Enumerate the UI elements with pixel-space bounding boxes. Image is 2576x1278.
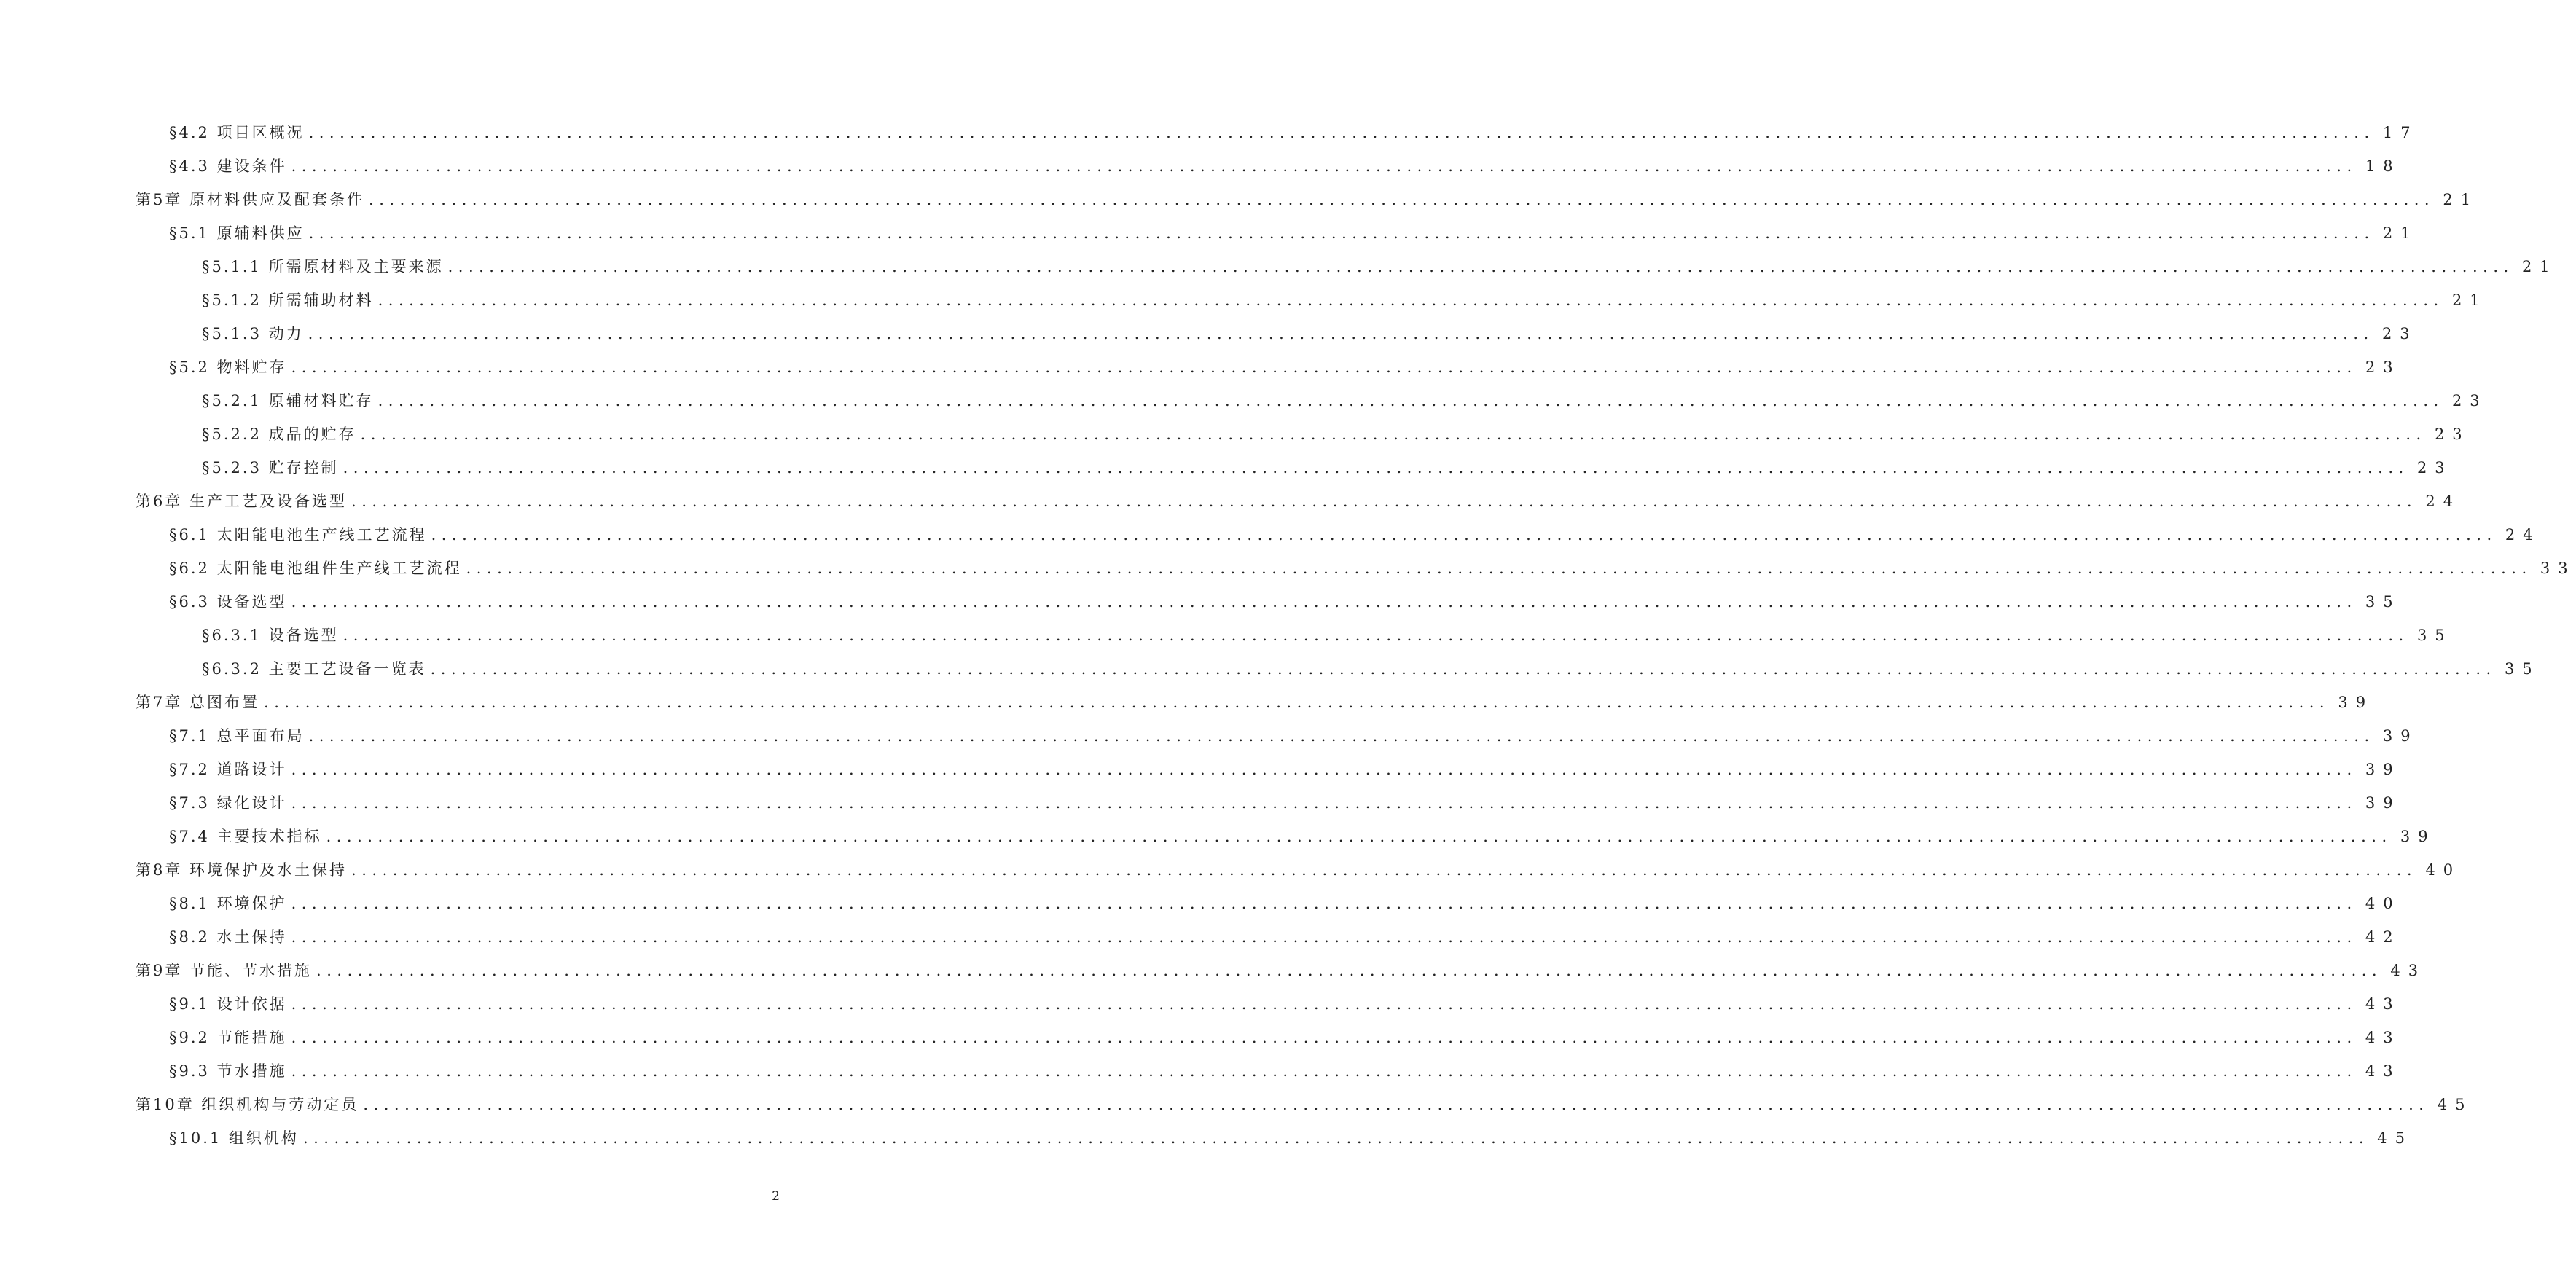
toc-entry-label: §6.3.2 主要工艺设备一览表 xyxy=(202,660,426,678)
table-of-contents xyxy=(0,113,2576,1152)
toc-dot-leader: ........................................................................................................................................................................................................ xyxy=(351,493,2418,510)
toc-entry[interactable] xyxy=(0,582,2401,616)
toc-entry-page: 35 xyxy=(2416,627,2453,644)
toc-entry-page: 21 xyxy=(2382,224,2419,242)
toc-entry-page: 17 xyxy=(2382,124,2419,141)
toc-entry-label: §9.3 节水措施 xyxy=(169,1062,287,1080)
toc-dot-leader: ........................................................................................................................................................................................................ xyxy=(291,895,2357,912)
toc-dot-leader: ........................................................................................................................................................................................................ xyxy=(264,694,2330,711)
toc-entry-label: §5.1.3 动力 xyxy=(202,325,304,342)
toc-entry[interactable] xyxy=(0,917,2401,951)
toc-entry-label: §6.1 太阳能电池生产线工艺流程 xyxy=(169,526,427,544)
toc-entry[interactable] xyxy=(0,1018,2401,1051)
toc-entry-page: 35 xyxy=(2365,593,2401,611)
toc-entry-page: 39 xyxy=(2365,761,2401,778)
toc-dot-leader: ........................................................................................................................................................................................................ xyxy=(377,291,2444,309)
toc-entry-label: §5.2.3 贮存控制 xyxy=(202,459,339,477)
toc-entry-page: 42 xyxy=(2365,928,2401,946)
toc-entry[interactable] xyxy=(0,1051,2401,1085)
toc-entry-label: §6.2 太阳能电池组件生产线工艺流程 xyxy=(169,560,462,577)
toc-entry-label: §5.1.1 所需原材料及主要来源 xyxy=(202,258,444,275)
toc-entry[interactable] xyxy=(0,482,2462,515)
toc-entry[interactable] xyxy=(0,616,2453,649)
toc-entry-label: §7.3 绿化设计 xyxy=(169,794,287,812)
toc-dot-leader: ........................................................................................................................................................................................................ xyxy=(430,660,2497,678)
toc-entry-label: §8.1 环境保护 xyxy=(169,895,287,912)
toc-entry-page: 39 xyxy=(2365,794,2401,812)
toc-entry-label: §9.1 设计依据 xyxy=(169,995,287,1013)
toc-entry[interactable] xyxy=(0,750,2401,783)
toc-entry-page: 23 xyxy=(2434,426,2470,443)
toc-entry-label: 第5章 原材料供应及配套条件 xyxy=(136,191,365,208)
toc-entry-page: 18 xyxy=(2365,157,2401,175)
toc-entry[interactable] xyxy=(0,314,2418,348)
toc-entry[interactable] xyxy=(0,683,2374,716)
toc-entry-page: 21 xyxy=(2521,258,2558,275)
toc-entry-page: 23 xyxy=(2416,459,2453,477)
toc-entry-label: 第8章 环境保护及水土保持 xyxy=(136,861,348,879)
toc-entry[interactable] xyxy=(0,415,2470,448)
toc-dot-leader: ........................................................................................................................................................................................................ xyxy=(302,1129,2369,1147)
toc-entry-page: 45 xyxy=(2377,1129,2413,1147)
toc-dot-leader: ........................................................................................................................................................................................................ xyxy=(369,191,2435,208)
toc-entry-page: 39 xyxy=(2338,694,2374,711)
toc-entry[interactable] xyxy=(0,783,2401,817)
toc-entry[interactable] xyxy=(0,884,2401,917)
toc-entry[interactable] xyxy=(0,716,2419,750)
toc-entry[interactable] xyxy=(0,180,2479,213)
toc-entry-label: §7.2 道路设计 xyxy=(169,761,287,778)
toc-entry-page: 21 xyxy=(2443,191,2479,208)
toc-dot-leader: ........................................................................................................................................................................................................ xyxy=(291,794,2357,812)
toc-dot-leader: ........................................................................................................................................................................................................ xyxy=(377,392,2444,409)
toc-entry-page: 23 xyxy=(2381,325,2418,342)
toc-dot-leader: ........................................................................................................................................................................................................ xyxy=(308,727,2375,745)
toc-entry-page: 43 xyxy=(2365,1029,2401,1046)
toc-entry[interactable] xyxy=(0,348,2401,381)
toc-entry-label: §6.3.1 设备选型 xyxy=(202,627,339,644)
toc-entry-label: §7.1 总平面布局 xyxy=(169,727,305,745)
toc-dot-leader: ........................................................................................................................................................................................................ xyxy=(291,1062,2357,1080)
toc-entry-label: §4.3 建设条件 xyxy=(169,157,287,175)
toc-dot-leader: ........................................................................................................................................................................................................ xyxy=(308,224,2375,242)
toc-entry-label: §6.3 设备选型 xyxy=(169,593,287,611)
toc-entry-label: §5.1 原辅料供应 xyxy=(169,224,305,242)
toc-dot-leader: ........................................................................................................................................................................................................ xyxy=(316,962,2383,979)
toc-entry-label: 第6章 生产工艺及设备选型 xyxy=(136,493,348,510)
toc-dot-leader: ........................................................................................................................................................................................................ xyxy=(291,995,2357,1013)
toc-entry-page: 23 xyxy=(2451,392,2488,409)
page-number: 2 xyxy=(772,1189,780,1204)
toc-dot-leader: ........................................................................................................................................................................................................ xyxy=(363,1096,2430,1113)
toc-entry-label: §5.2 物料贮存 xyxy=(169,358,287,376)
toc-dot-leader: ........................................................................................................................................................................................................ xyxy=(291,928,2357,946)
toc-dot-leader: ........................................................................................................................................................................................................ xyxy=(431,526,2497,544)
toc-entry-page: 33 xyxy=(2540,560,2576,577)
toc-dot-leader: ........................................................................................................................................................................................................ xyxy=(466,560,2532,577)
toc-entry-page: 43 xyxy=(2390,962,2427,979)
toc-entry[interactable] xyxy=(0,113,2419,146)
toc-entry[interactable] xyxy=(0,1085,2473,1118)
toc-entry-page: 23 xyxy=(2365,358,2401,376)
toc-entry-label: §10.1 组织机构 xyxy=(169,1129,299,1147)
toc-dot-leader: ........................................................................................................................................................................................................ xyxy=(291,761,2357,778)
toc-entry-label: 第7章 总图布置 xyxy=(136,694,260,711)
toc-dot-leader: ........................................................................................................................................................................................................ xyxy=(308,124,2375,141)
toc-entry[interactable] xyxy=(0,281,2488,314)
toc-entry-page: 45 xyxy=(2437,1096,2473,1113)
toc-dot-leader: ........................................................................................................................................................................................................ xyxy=(351,861,2418,879)
toc-entry-page: 43 xyxy=(2365,995,2401,1013)
toc-entry[interactable] xyxy=(0,649,2540,683)
toc-entry[interactable] xyxy=(0,448,2453,482)
toc-entry[interactable] xyxy=(0,951,2427,984)
toc-entry-label: §7.4 主要技术指标 xyxy=(169,828,322,845)
toc-dot-leader: ........................................................................................................................................................................................................ xyxy=(342,459,2409,477)
toc-entry[interactable] xyxy=(0,549,2576,582)
toc-dot-leader: ........................................................................................................................................................................................................ xyxy=(360,426,2427,443)
toc-dot-leader: ........................................................................................................................................................................................................ xyxy=(342,627,2409,644)
toc-entry[interactable] xyxy=(0,146,2401,180)
toc-entry-page: 24 xyxy=(2425,493,2462,510)
toc-entry-page: 40 xyxy=(2365,895,2401,912)
toc-dot-leader: ........................................................................................................................................................................................................ xyxy=(326,828,2392,845)
toc-entry-label: §9.2 节能措施 xyxy=(169,1029,287,1046)
toc-entry-label: §5.2.1 原辅材料贮存 xyxy=(202,392,374,409)
toc-entry-page: 39 xyxy=(2382,727,2419,745)
toc-dot-leader: ........................................................................................................................................................................................................ xyxy=(291,358,2357,376)
toc-dot-leader: ........................................................................................................................................................................................................ xyxy=(447,258,2514,275)
toc-dot-leader: ........................................................................................................................................................................................................ xyxy=(291,593,2357,611)
toc-entry-page: 43 xyxy=(2365,1062,2401,1080)
toc-entry[interactable] xyxy=(0,213,2419,247)
toc-entry[interactable] xyxy=(0,247,2558,281)
toc-entry-page: 35 xyxy=(2504,660,2540,678)
toc-entry[interactable] xyxy=(0,1118,2413,1152)
toc-entry-label: §8.2 水土保持 xyxy=(169,928,287,946)
toc-dot-leader: ........................................................................................................................................................................................................ xyxy=(291,157,2357,175)
toc-entry-page: 40 xyxy=(2425,861,2462,879)
toc-entry-label: §5.2.2 成品的贮存 xyxy=(202,426,356,443)
toc-entry-label: §4.2 项目区概况 xyxy=(169,124,305,141)
toc-entry-page: 39 xyxy=(2400,828,2436,845)
toc-dot-leader: ........................................................................................................................................................................................................ xyxy=(308,325,2374,342)
toc-entry-page: 21 xyxy=(2451,291,2488,309)
toc-entry-label: §5.1.2 所需辅助材料 xyxy=(202,291,374,309)
toc-dot-leader: ........................................................................................................................................................................................................ xyxy=(291,1029,2357,1046)
toc-entry-label: 第10章 组织机构与劳动定员 xyxy=(136,1096,359,1113)
toc-entry[interactable] xyxy=(0,984,2401,1018)
toc-entry-page: 24 xyxy=(2505,526,2541,544)
toc-entry[interactable] xyxy=(0,817,2436,850)
toc-entry[interactable] xyxy=(0,381,2488,415)
toc-entry-label: 第9章 节能、节水措施 xyxy=(136,962,313,979)
toc-entry[interactable] xyxy=(0,850,2462,884)
toc-entry[interactable] xyxy=(0,515,2541,549)
